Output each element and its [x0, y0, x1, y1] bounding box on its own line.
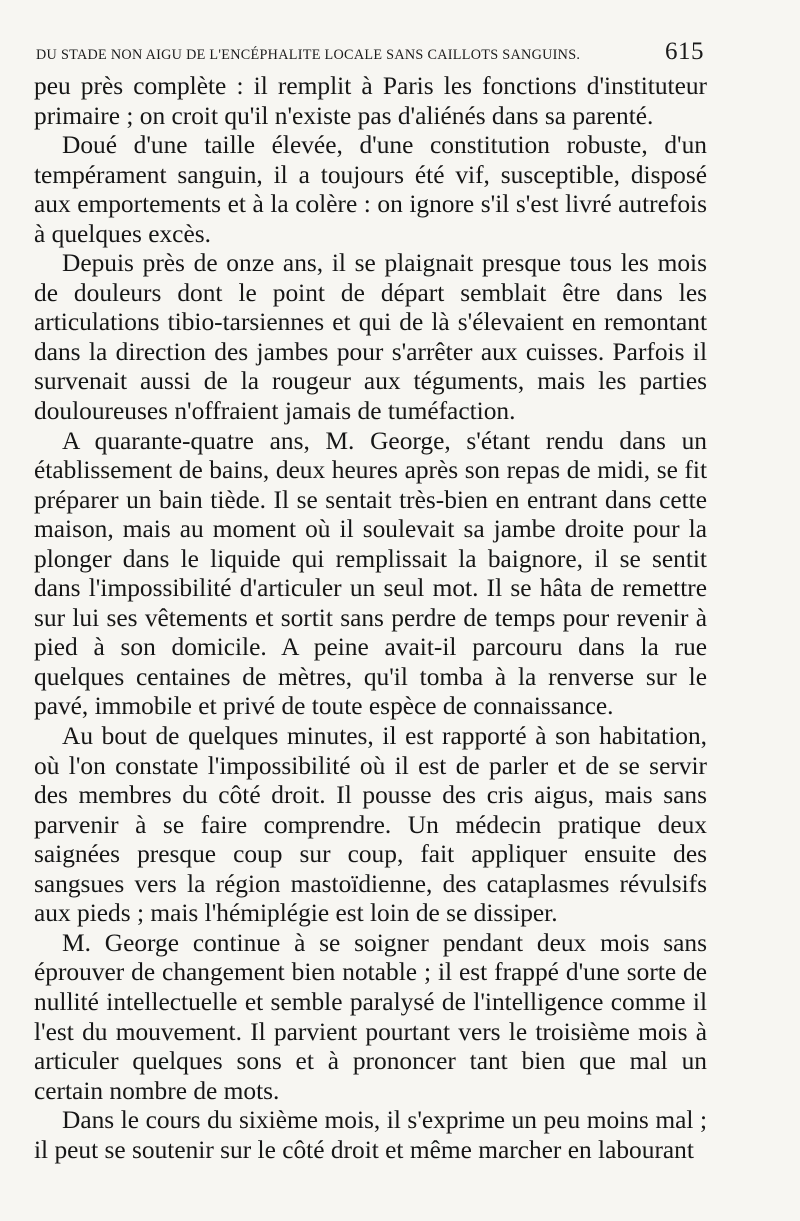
page-header — [36, 28, 704, 68]
paragraph: Depuis près de onze ans, il se plaignait presque tous les mois de douleurs dont le point de départ semblait être dans les articulations tibio-tarsiennes et qui de là s'élevaient en remontant dans la direction des jambes pour s'arrêter aux cuisses. Parfois il survenait aussi de la rougeur aux téguments, mais les parties douloureuses n'offraient jamais de tuméfaction. — [34, 249, 707, 426]
running-head: DU STADE NON AIGU DE L'ENCÉPHALITE LOCALE SANS CAILLOTS SANGUINS. — [36, 47, 581, 63]
page-number: 615 — [665, 38, 704, 65]
paragraph: A quarante-quatre ans, M. George, s'étant rendu dans un établissement de bains, deux heures après son repas de midi, se fit préparer un bain tiède. Il se sentait très-bien en entrant dans cette maison, mais au moment où il soulevait sa jambe droite pour la plonger dans le liquide qui remplissait la baignore, il se sentit dans l'impossibilité d'articuler un seul mot. Il se hâta de remettre sur lui ses vêtements et sortit sans perdre de temps pour revenir à pied à son domicile. A peine avait-il parcouru dans la rue quelques centaines de mètres, qu'il tomba à la renverse sur le pavé, immobile et privé de toute espèce de connaissance. — [34, 426, 707, 721]
body-text — [34, 72, 707, 1165]
paragraph: Dans le cours du sixième mois, il s'exprime un peu moins mal ; il peut se soutenir sur le côté droit et même marcher en labourant — [34, 1106, 707, 1164]
paragraph-continuation: peu près complète : il remplit à Paris les fonctions d'instituteur primaire ; on croit qu'il n'existe pas d'aliénés dans sa parenté. — [34, 72, 707, 130]
paragraph: M. George continue à se soigner pendant deux mois sans éprouver de changement bien notable ; il est frappé d'une sorte de nullité intellectuelle et semble paralysé de l'intelligence comme il l'est du mouvement. Il parvient pourtant vers le troisième mois à articuler quelques sons et à prononcer tant bien que mal un certain nombre de mots. — [34, 928, 707, 1105]
paragraph: Au bout de quelques minutes, il est rapporté à son habitation, où l'on constate l'impossibilité où il est de parler et de se servir des membres du côté droit. Il pousse des cris aigus, mais sans parvenir à se faire comprendre. Un médecin pratique deux saignées presque coup sur coup, fait appliquer ensuite des sangsues vers la région mastoïdienne, des cataplasmes révulsifs aux pieds ; mais l'hémiplégie est loin de se dissiper. — [34, 722, 707, 928]
paragraph: Doué d'une taille élevée, d'une constitution robuste, d'un tempérament sanguin, il a toujours été vif, susceptible, disposé aux emportements et à la colère : on ignore s'il s'est livré autrefois à quelques excès. — [34, 131, 707, 248]
